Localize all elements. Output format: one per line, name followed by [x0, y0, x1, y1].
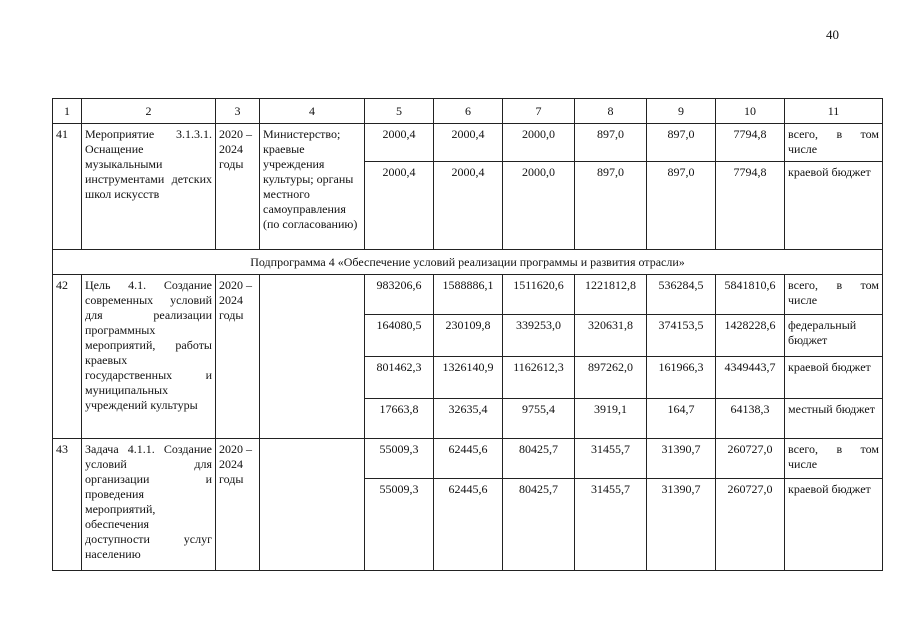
column-header: 8	[575, 99, 647, 124]
value-cell: 7794,8	[716, 162, 785, 250]
executor	[260, 439, 365, 571]
value-cell: 9755,4	[503, 399, 575, 439]
funding-source: всего, в том числе	[785, 439, 883, 479]
column-number-row	[53, 99, 883, 124]
value-cell: 897,0	[575, 162, 647, 250]
subprogram-row	[53, 250, 883, 275]
funding-source: всего, в том числе	[785, 124, 883, 162]
column-header: 2	[82, 99, 216, 124]
value-cell: 897,0	[575, 124, 647, 162]
value-cell: 62445,6	[434, 439, 503, 479]
column-header: 9	[647, 99, 716, 124]
row-number: 41	[53, 124, 82, 250]
activity-name: Мероприятие 3.1.3.1. Оснащение музыкальными инструментами детских школ искусств	[82, 124, 216, 250]
value-cell: 339253,0	[503, 315, 575, 357]
table-row	[53, 124, 883, 162]
value-cell: 897,0	[647, 124, 716, 162]
column-header: 5	[365, 99, 434, 124]
value-cell: 230109,8	[434, 315, 503, 357]
value-cell: 32635,4	[434, 399, 503, 439]
value-cell: 1511620,6	[503, 275, 575, 315]
value-cell: 897262,0	[575, 357, 647, 399]
period: 2020 – 2024 годы	[216, 275, 260, 439]
page-number: 40	[826, 27, 839, 42]
value-cell: 80425,7	[503, 479, 575, 571]
column-header: 4	[260, 99, 365, 124]
value-cell: 2000,4	[365, 162, 434, 250]
value-cell: 55009,3	[365, 479, 434, 571]
activity-name: Цель 4.1. Создание современных условий для реализации программных мероприятий, работы краевых государственных и муниципальных учреждений культуры	[82, 275, 216, 439]
value-cell: 1162612,3	[503, 357, 575, 399]
row-number: 42	[53, 275, 82, 439]
value-cell: 164,7	[647, 399, 716, 439]
value-cell: 1428228,6	[716, 315, 785, 357]
value-cell: 2000,0	[503, 124, 575, 162]
value-cell: 536284,5	[647, 275, 716, 315]
value-cell: 31390,7	[647, 479, 716, 571]
value-cell: 64138,3	[716, 399, 785, 439]
value-cell: 31455,7	[575, 439, 647, 479]
value-cell: 2000,0	[503, 162, 575, 250]
value-cell: 7794,8	[716, 124, 785, 162]
budget-table	[52, 98, 883, 571]
funding-source: краевой бюджет	[785, 357, 883, 399]
value-cell: 2000,4	[365, 124, 434, 162]
value-cell: 31455,7	[575, 479, 647, 571]
period: 2020 – 2024 годы	[216, 439, 260, 571]
subprogram-title: Подпрограмма 4 «Обеспечение условий реализации программы и развития отрасли»	[53, 250, 883, 275]
value-cell: 897,0	[647, 162, 716, 250]
table-row	[53, 439, 883, 479]
column-header: 10	[716, 99, 785, 124]
value-cell: 320631,8	[575, 315, 647, 357]
funding-source: местный бюджет	[785, 399, 883, 439]
period: 2020 – 2024 годы	[216, 124, 260, 250]
column-header: 7	[503, 99, 575, 124]
funding-source: федеральный бюджет	[785, 315, 883, 357]
value-cell: 3919,1	[575, 399, 647, 439]
value-cell: 62445,6	[434, 479, 503, 571]
value-cell: 2000,4	[434, 162, 503, 250]
value-cell: 983206,6	[365, 275, 434, 315]
value-cell: 260727,0	[716, 479, 785, 571]
column-header: 11	[785, 99, 883, 124]
value-cell: 260727,0	[716, 439, 785, 479]
row-number: 43	[53, 439, 82, 571]
column-header: 1	[53, 99, 82, 124]
value-cell: 55009,3	[365, 439, 434, 479]
value-cell: 2000,4	[434, 124, 503, 162]
funding-source: всего, в том числе	[785, 275, 883, 315]
funding-source: краевой бюджет	[785, 479, 883, 571]
value-cell: 1326140,9	[434, 357, 503, 399]
value-cell: 164080,5	[365, 315, 434, 357]
value-cell: 161966,3	[647, 357, 716, 399]
column-header: 3	[216, 99, 260, 124]
activity-name: Задача 4.1.1. Создание условий для организации и проведения мероприятий, обеспечения доступности услуг населению	[82, 439, 216, 571]
column-header: 6	[434, 99, 503, 124]
table-row	[53, 275, 883, 315]
value-cell: 1221812,8	[575, 275, 647, 315]
value-cell: 80425,7	[503, 439, 575, 479]
value-cell: 31390,7	[647, 439, 716, 479]
executor	[260, 275, 365, 439]
value-cell: 801462,3	[365, 357, 434, 399]
value-cell: 17663,8	[365, 399, 434, 439]
value-cell: 4349443,7	[716, 357, 785, 399]
executor: Министерство; краевые учреждения культуры; органы местного самоуправления (по согласованию)	[260, 124, 365, 250]
value-cell: 1588886,1	[434, 275, 503, 315]
funding-source: краевой бюджет	[785, 162, 883, 250]
value-cell: 374153,5	[647, 315, 716, 357]
value-cell: 5841810,6	[716, 275, 785, 315]
